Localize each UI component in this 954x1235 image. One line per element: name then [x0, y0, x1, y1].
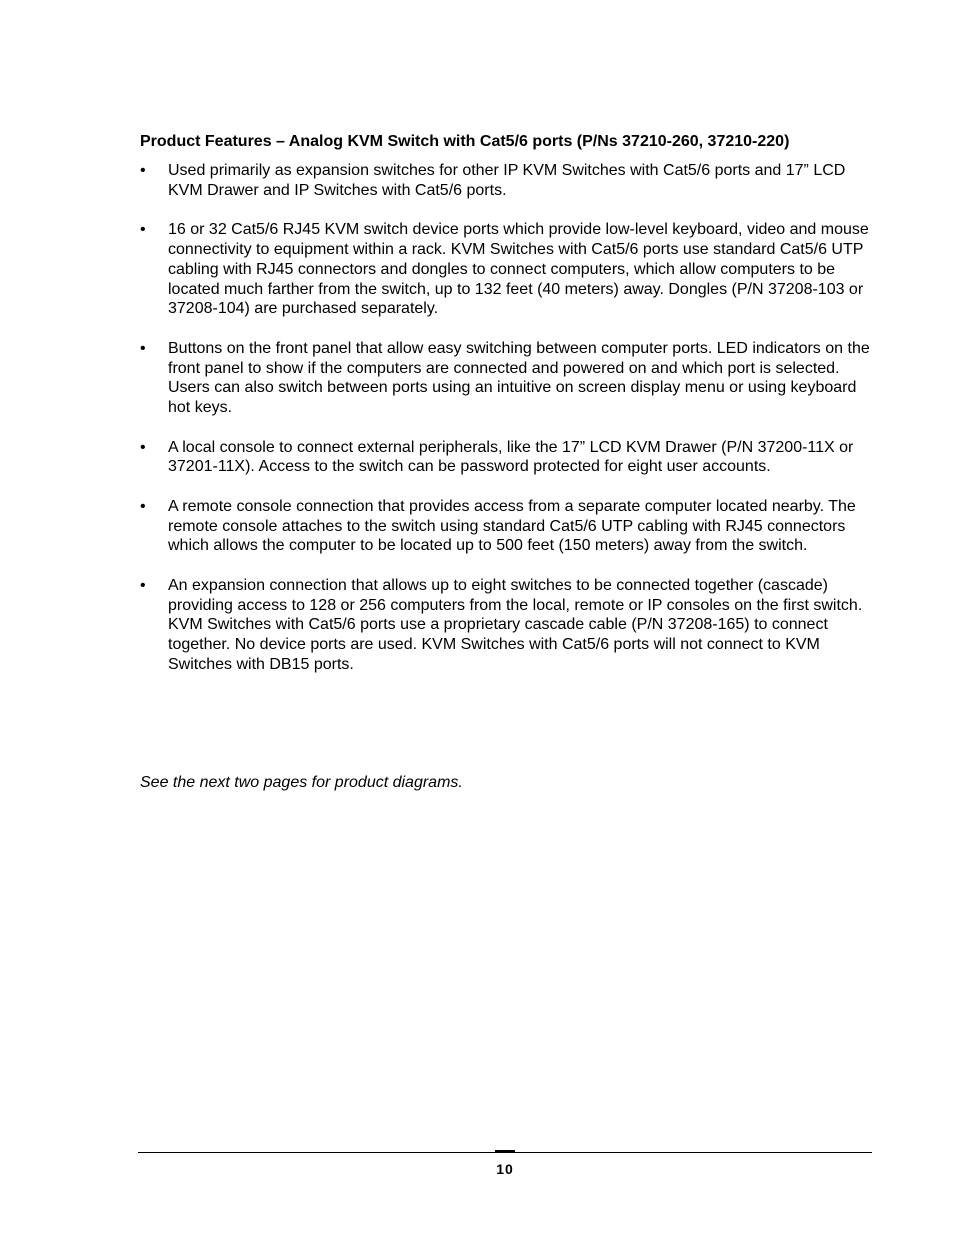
feature-list — [140, 161, 875, 694]
feature-text: A remote console connection that provides access from a separate computer located nearby. The remote console attaches to the switch using standard Cat5/6 UTP cabling with RJ45 connectors which allows the computer to be located up to 500 feet (150 meters) away from the switch. — [168, 497, 856, 555]
list-item — [140, 339, 875, 418]
bullet-icon: • — [140, 438, 146, 456]
page-number: 10 — [496, 1161, 514, 1177]
section-heading: Product Features – Analog KVM Switch with Cat5/6 ports (P/Ns 37210-260, 37210-220) — [140, 133, 790, 150]
bullet-icon: • — [140, 497, 146, 515]
bullet-icon: • — [140, 221, 146, 239]
feature-text: An expansion connection that allows up to eight switches to be connected together (cascade) providing access to 128 or 256 computers from the local, remote or IP consoles on the first switch. KVM Switches with Cat5/6 ports use a proprietary cascade cable (P/N 37208-165) to connect together. No device ports are used. KVM Switches with Cat5/6 ports will not connect to KVM Switches with DB15 ports. — [168, 576, 863, 673]
list-item — [140, 220, 875, 319]
feature-text: Buttons on the front panel that allow easy switching between computer ports. LED indicators on the front panel to show if the computers are connected and powered on and which port is selected. Users can also switch between ports using an intuitive on screen display menu or using keyboard hot keys. — [168, 339, 870, 417]
list-item — [140, 576, 875, 675]
list-item — [140, 497, 875, 556]
bullet-icon: • — [140, 162, 146, 179]
list-item — [140, 161, 875, 201]
diagram-note: See the next two pages for product diagrams. — [140, 774, 463, 791]
footer-divider-tick — [495, 1150, 515, 1153]
feature-text: A local console to connect external peripherals, like the 17” LCD KVM Drawer (P/N 37200-11X or 37201-11X). Access to the switch can be password protected for eight user accounts. — [168, 438, 854, 476]
bullet-icon: • — [140, 576, 146, 594]
feature-text: 16 or 32 Cat5/6 RJ45 KVM switch device ports which provide low-level keyboard, video and mouse connectivity to equipment within a rack. KVM Switches with Cat5/6 ports use standard Cat5/6 UTP cabling with RJ45 connectors and dongles to connect computers, which allow computers to be located much farther from the switch, up to 132 feet (40 meters) away. Dongles (P/N 37208-103 or 37208-104) are purchased separately. — [168, 221, 869, 318]
list-item — [140, 438, 875, 478]
feature-text: Used primarily as expansion switches for other IP KVM Switches with Cat5/6 ports and 17” LCD KVM Drawer and IP Switches with Cat5/6 ports. — [168, 162, 846, 199]
bullet-icon: • — [140, 339, 146, 357]
